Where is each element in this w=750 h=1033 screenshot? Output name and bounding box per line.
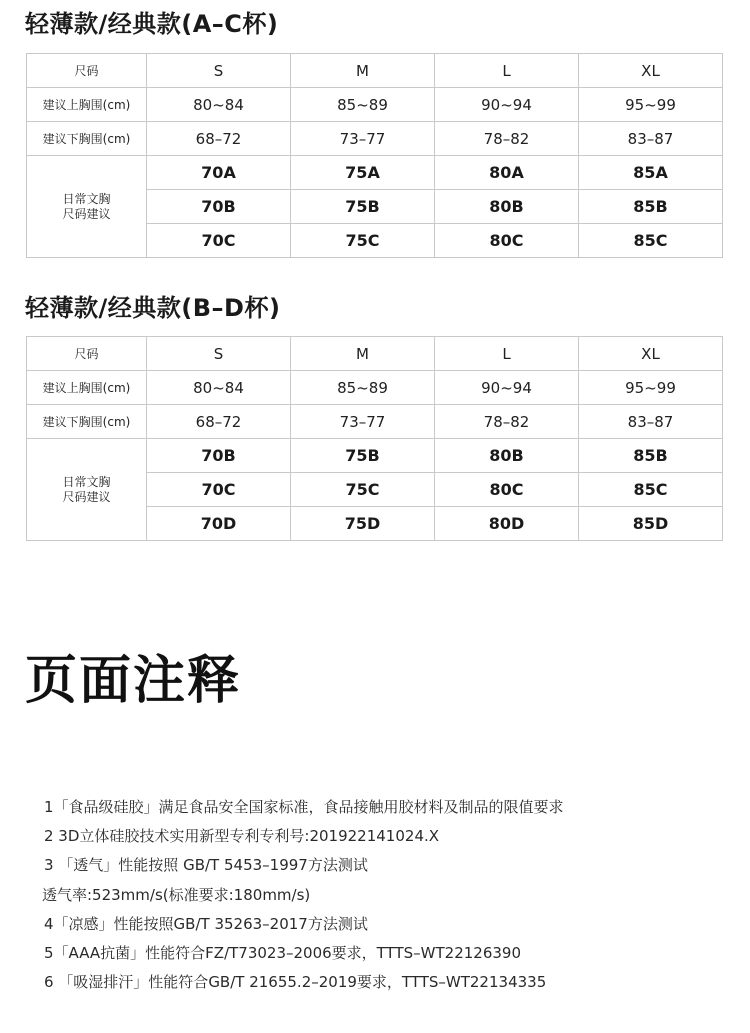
bra-size-cell: 70C	[147, 224, 291, 258]
table-cell: 80~84	[147, 371, 291, 405]
size-header-label: 尺码	[27, 337, 147, 371]
recommend-label	[27, 439, 147, 541]
table-cell: 68–72	[147, 405, 291, 439]
note-item: 透气率:523mm/s(标准要求:180mm/s)	[42, 885, 311, 904]
bra-size-cell: 70D	[147, 507, 291, 541]
row-label: 建议上胸围(cm)	[27, 371, 147, 405]
bra-size-cell: 75C	[291, 473, 435, 507]
recommend-label-line2: 尺码建议	[62, 206, 111, 221]
size-header-label: 尺码	[27, 54, 147, 88]
table-row	[27, 156, 723, 190]
table-cell: 78–82	[435, 405, 579, 439]
row-label: 建议上胸围(cm)	[27, 88, 147, 122]
recommend-label-line1: 日常文胸	[62, 191, 111, 206]
size-table	[26, 53, 723, 258]
bra-size-cell: 80C	[435, 473, 579, 507]
bra-size-cell: 80D	[435, 507, 579, 541]
table-row	[27, 337, 723, 371]
bra-size-cell: 85D	[579, 507, 723, 541]
table-row	[27, 88, 723, 122]
size-header-cell: S	[147, 337, 291, 371]
notes-list	[44, 793, 734, 997]
bra-size-cell: 85B	[579, 190, 723, 224]
section-title: 轻薄款/经典款(A–C杯)	[25, 10, 279, 38]
note-item: 5「AAA抗菌」性能符合FZ/T73023–2006要求，TTTS–WT22126390	[44, 944, 521, 963]
table-row	[27, 439, 723, 473]
row-label: 建议下胸围(cm)	[27, 405, 147, 439]
recommend-label-line2: 尺码建议	[62, 489, 111, 504]
recommend-label	[27, 156, 147, 258]
bra-size-cell: 85C	[579, 224, 723, 258]
note-item: 1「食品级硅胶」满足食品安全国家标准，食品接触用胶材料及制品的限值要求	[44, 798, 564, 816]
bra-size-cell: 80C	[435, 224, 579, 258]
table-cell: 73–77	[291, 405, 435, 439]
note-item: 3 「透气」性能按照 GB/T 5453–1997方法测试	[44, 856, 368, 875]
table-cell: 85~89	[291, 371, 435, 405]
section-title: 轻薄款/经典款(B–D杯)	[25, 294, 281, 322]
bra-size-cell: 85A	[579, 156, 723, 190]
bra-size-cell: 70A	[147, 156, 291, 190]
note-item: 6 「吸湿排汗」性能符合GB/T 21655.2–2019要求，TTTS–WT22134335	[44, 973, 547, 992]
table-cell: 90~94	[435, 88, 579, 122]
bra-size-cell: 80B	[435, 439, 579, 473]
size-header-cell: XL	[579, 54, 723, 88]
note-item: 4「凉感」性能按照GB/T 35263–2017方法测试	[44, 914, 368, 933]
size-header-cell: L	[435, 337, 579, 371]
table-cell: 73–77	[291, 122, 435, 156]
note-item: 2 3D立体硅胶技术实用新型专利专利号:201922141024.X	[44, 827, 440, 846]
size-header-cell: S	[147, 54, 291, 88]
table-cell: 83–87	[579, 405, 723, 439]
recommend-label-line1: 日常文胸	[62, 474, 111, 489]
bra-size-cell: 80B	[435, 190, 579, 224]
table-row	[27, 122, 723, 156]
bra-size-cell: 70C	[147, 473, 291, 507]
bra-size-cell: 85C	[579, 473, 723, 507]
table-row	[27, 54, 723, 88]
table-cell: 78–82	[435, 122, 579, 156]
table-cell: 68–72	[147, 122, 291, 156]
size-header-cell: XL	[579, 337, 723, 371]
row-label: 建议下胸围(cm)	[27, 122, 147, 156]
bra-size-cell: 75D	[291, 507, 435, 541]
table-cell: 85~89	[291, 88, 435, 122]
notes-title: 页面注释	[25, 651, 242, 711]
table-cell: 95~99	[579, 88, 723, 122]
table-cell: 80~84	[147, 88, 291, 122]
bra-size-cell: 70B	[147, 439, 291, 473]
table-cell: 83–87	[579, 122, 723, 156]
bra-size-cell: 75A	[291, 156, 435, 190]
size-table	[26, 336, 723, 541]
bra-size-cell: 80A	[435, 156, 579, 190]
size-header-cell: L	[435, 54, 579, 88]
bra-size-cell: 75B	[291, 439, 435, 473]
size-header-cell: M	[291, 54, 435, 88]
size-header-cell: M	[291, 337, 435, 371]
table-cell: 95~99	[579, 371, 723, 405]
table-row	[27, 405, 723, 439]
table-row	[27, 371, 723, 405]
bra-size-cell: 75C	[291, 224, 435, 258]
bra-size-cell: 70B	[147, 190, 291, 224]
bra-size-cell: 85B	[579, 439, 723, 473]
table-cell: 90~94	[435, 371, 579, 405]
bra-size-cell: 75B	[291, 190, 435, 224]
